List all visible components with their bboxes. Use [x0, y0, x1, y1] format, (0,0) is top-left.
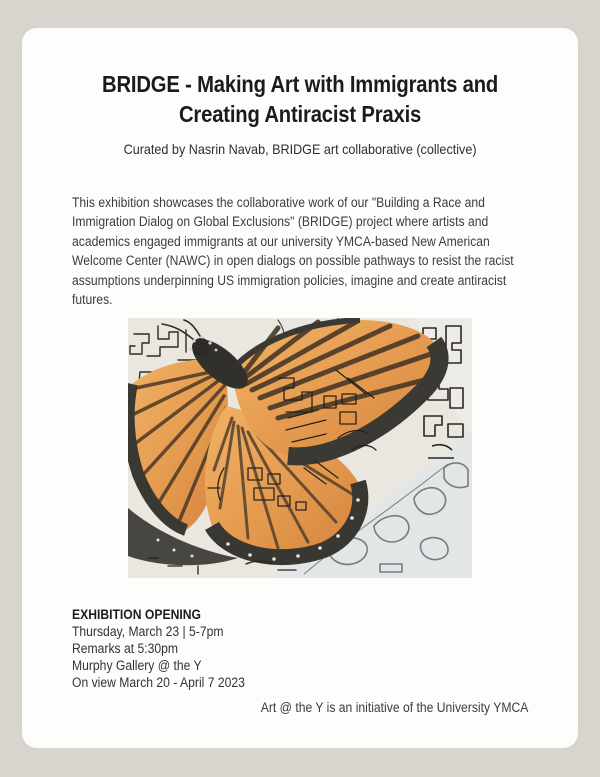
details-remarks: Remarks at 5:30pm — [72, 641, 179, 656]
title-line-2: Creating Antiracist Praxis — [178, 101, 422, 128]
curator-line — [22, 141, 578, 157]
butterfly-map-illustration — [128, 318, 472, 578]
exhibition-details — [72, 606, 245, 691]
curator-text: Curated by Nasrin Navab, BRIDGE art collaborative (collective) — [123, 141, 477, 157]
details-heading: EXHIBITION OPENING — [72, 607, 201, 622]
page-title — [22, 69, 578, 129]
details-on-view: On view March 20 - April 7 2023 — [72, 675, 245, 690]
exhibition-description: This exhibition showcases the collaborative work of our "Building a Race and Immigration Dialog on Global Exclusions" (BRIDGE) project where artists and academics engaged immigrants at our university YMCA-based New American Welcome Center (NAWC) in open dialogs on possible pathways to resist the racist assumptions underpinning US immigration policies, imagine and create antiracist futures. — [72, 194, 514, 307]
exhibition-artwork-image — [128, 318, 472, 578]
details-location: Murphy Gallery @ the Y — [72, 658, 202, 673]
title-line-1: BRIDGE - Making Art with Immigrants and — [101, 71, 499, 98]
footer-credit: Art @ the Y is an initiative of the University YMCA — [260, 700, 528, 715]
details-date-time: Thursday, March 23 | 5-7pm — [72, 624, 224, 639]
flyer-card — [22, 28, 578, 748]
